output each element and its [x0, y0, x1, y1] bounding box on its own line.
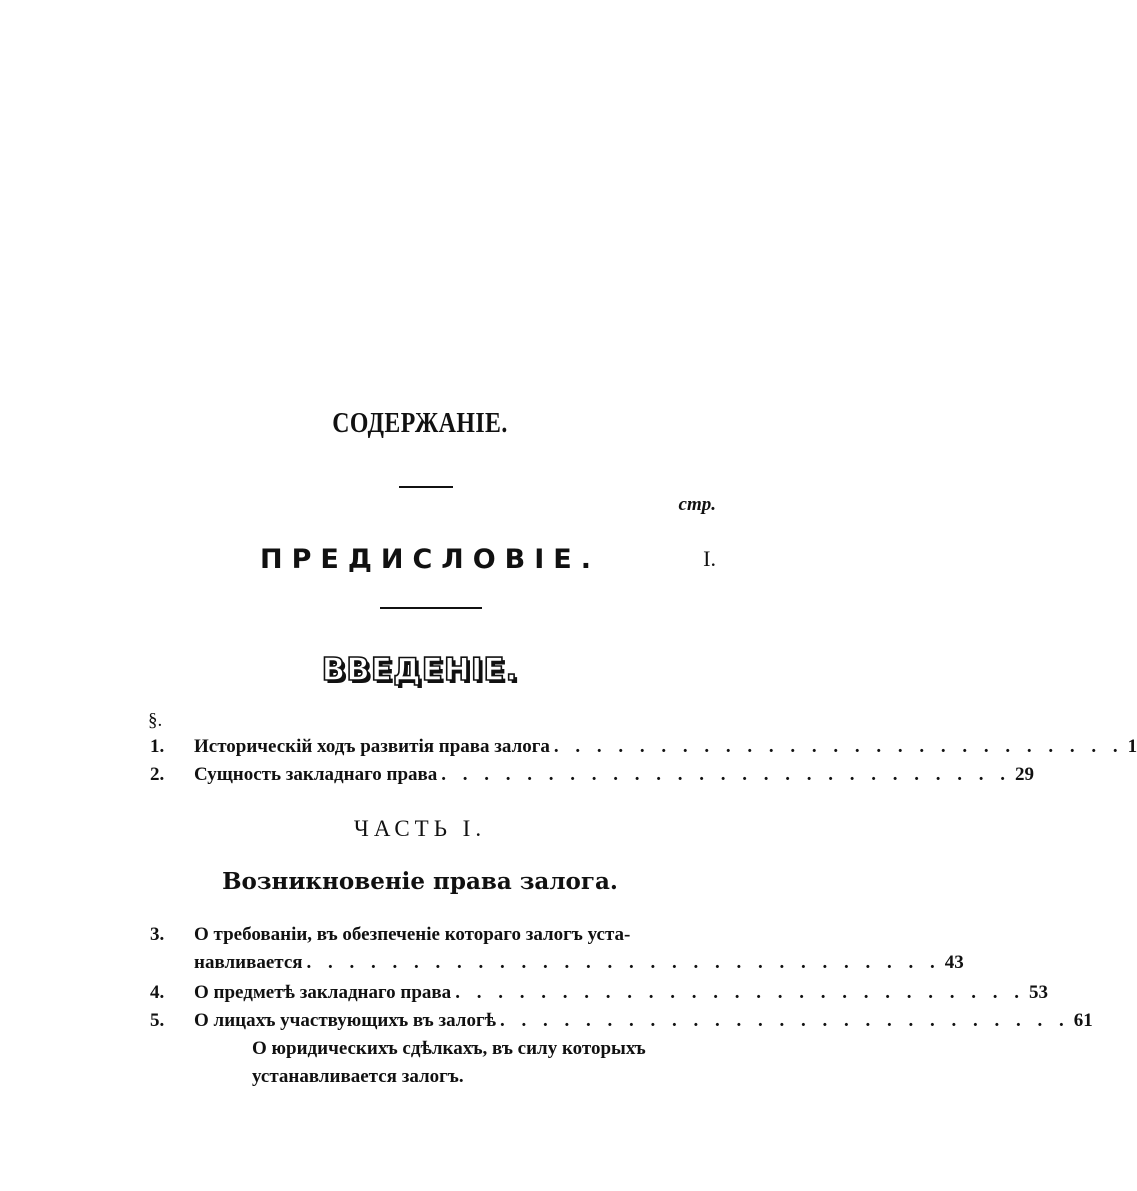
dot-leader: . . . . . . . . . . . . . . . . . . . . . . . . . . . — [500, 1010, 1070, 1031]
toc-entry[interactable] — [150, 1010, 1093, 1038]
toc-entry[interactable] — [150, 764, 1035, 792]
section-sign: §. — [148, 710, 163, 731]
toc-entry[interactable] — [150, 736, 1137, 764]
preface-page-number: I. — [703, 546, 716, 571]
preface-heading: ПРЕДИСЛОВІЕ. — [260, 544, 600, 575]
part-label: ЧАСТЬ I. — [353, 816, 487, 841]
toc-entry-page: 1 — [1127, 736, 1137, 757]
toc-entry-title: О предметѣ закладнаго права — [194, 982, 452, 1003]
page-column-label: стр. — [678, 494, 716, 515]
toc-entry-page: 29 — [1015, 764, 1035, 785]
toc-entry[interactable] — [150, 982, 1048, 1010]
toc-entry-title: О требованіи, въ обезпеченіе котораго залогъ уста- — [194, 924, 631, 945]
toc-entry-number: 1. — [150, 736, 165, 757]
toc-entry-page: 53 — [1028, 982, 1048, 1003]
introduction-heading: ВВЕДЕНІЕ. — [321, 652, 519, 688]
dot-leader: . . . . . . . . . . . . . . . . . . . . . . . . . . . — [553, 736, 1124, 757]
divider — [380, 607, 482, 609]
toc-entry-number: 4. — [150, 982, 165, 1003]
toc-entry-title: Сущность закладнаго права — [194, 764, 438, 785]
toc-entry-number: 2. — [150, 764, 165, 785]
dot-leader: . . . . . . . . . . . . . . . . . . . . . . . . . . . — [455, 982, 1025, 1003]
toc-entry-page: 43 — [944, 952, 964, 973]
toc-entry-page: 61 — [1073, 1010, 1093, 1031]
dot-leader: . . . . . . . . . . . . . . . . . . . . . . . . . . . — [441, 764, 1012, 785]
toc-entry-title: О лицахъ участвующихъ въ залогѣ — [194, 1010, 496, 1031]
contents-title: СОДЕРЖАНІЕ. — [332, 408, 508, 439]
toc-subentry-line: устанавливается залогъ. — [252, 1066, 464, 1087]
toc-entry-number: 3. — [150, 924, 165, 945]
toc-subentry-line: О юридическихъ сдѣлкахъ, въ силу которыхъ — [252, 1038, 646, 1059]
toc-entry[interactable] — [150, 924, 720, 952]
part-title: Возникновеніе права залога. — [222, 868, 618, 895]
divider — [399, 486, 453, 488]
toc-entry-number: 5. — [150, 1010, 165, 1031]
dot-leader: . . . . . . . . . . . . . . . . . . . . . . . . . . . . . . — [306, 952, 941, 973]
toc-entry-title: Историческій ходъ развитія права залога — [194, 736, 550, 757]
toc-entry-title-continued: навливается — [194, 952, 303, 973]
toc-entry-continuation[interactable] — [194, 952, 964, 980]
